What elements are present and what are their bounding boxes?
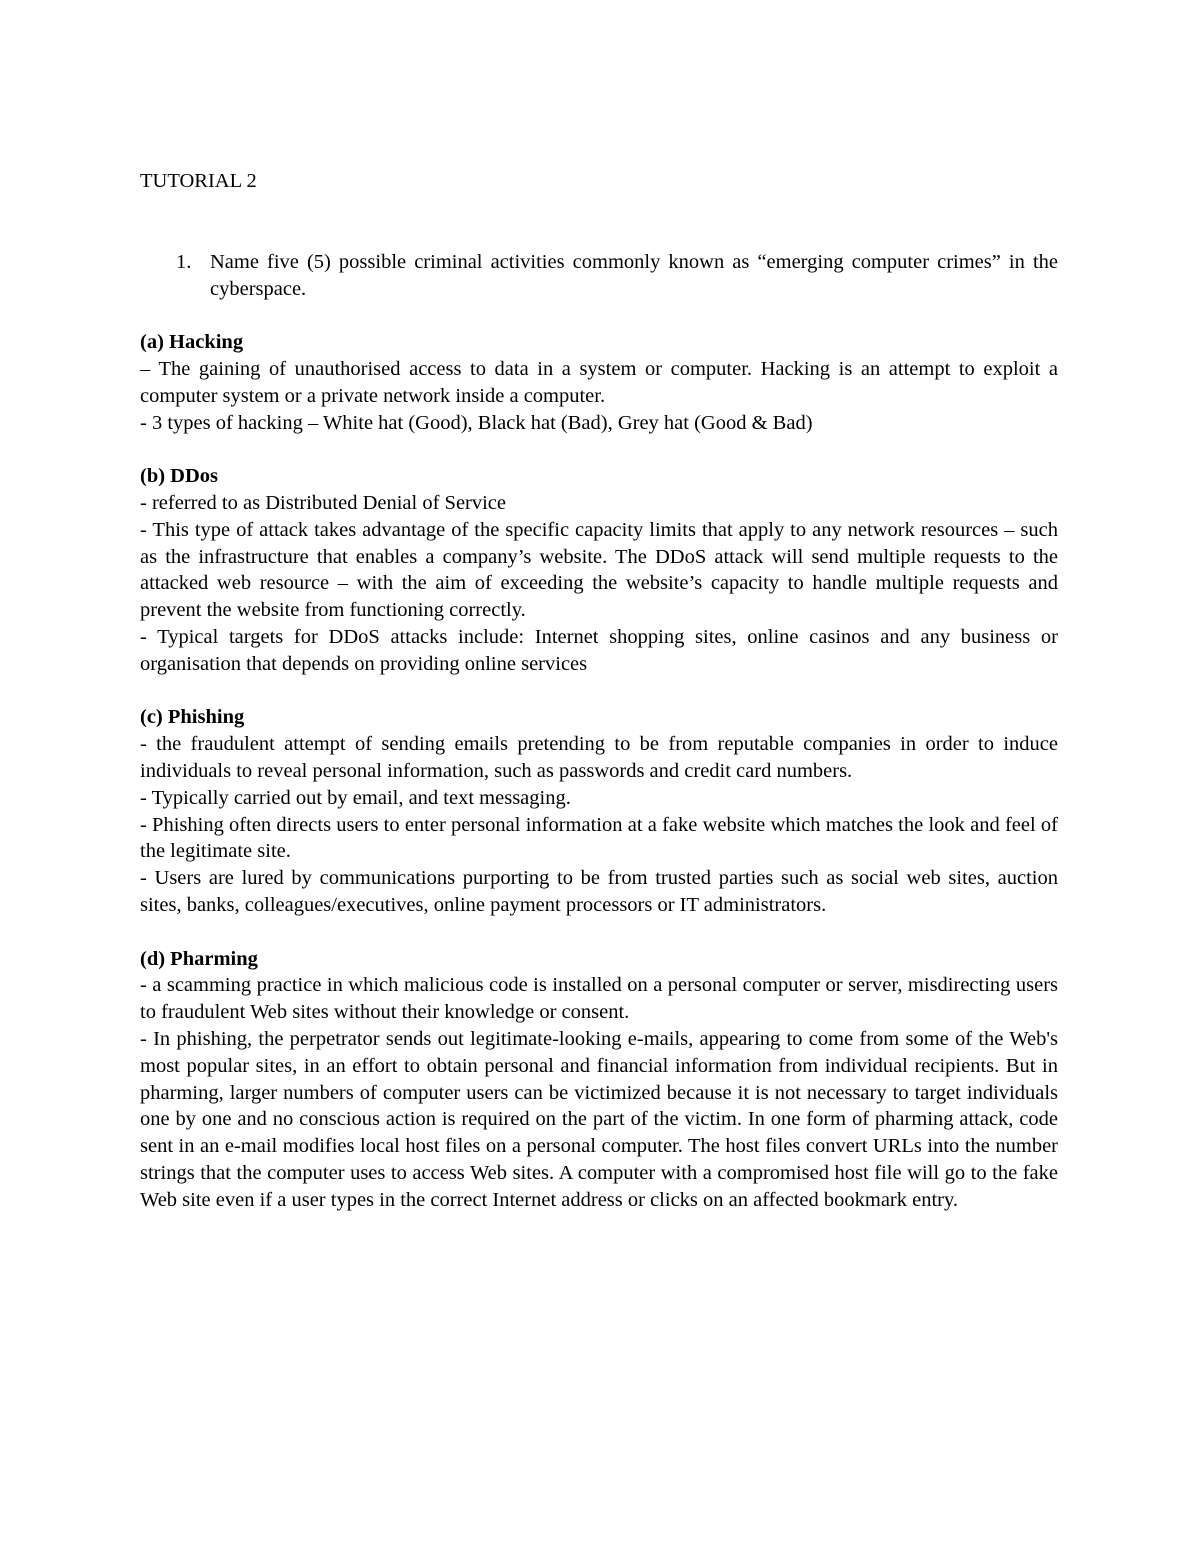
section-line: - Phishing often directs users to enter personal information at a fake website which matches the look and feel of the legitimate site. [140,813,1058,863]
document-title: TUTORIAL 2 [140,170,257,192]
question-number: 1. [176,250,192,273]
section-pharming [140,946,1058,1214]
section-line: - the fraudulent attempt of sending emails pretending to be from reputable companies in order to induce individuals to reveal personal information, such as passwords and credit card numbers. [140,733,1058,782]
section-line: - In phishing, the perpetrator sends out legitimate-looking e-mails, appearing to come from some of the Web's most popular sites, in an effort to obtain personal and financial information from individual recipients. But in pharming, larger numbers of computer users can be victimized because it is not necessary to target individuals one by one and no conscious action is required on the part of the victim. In one form of pharming attack, code sent in an e-mail modifies local host files on a personal computer. The host files convert URLs into the number strings that the computer uses to access Web sites. A computer with a compromised host file will go to the fake Web site even if a user types in the correct Internet address or clicks on an affected bookmark entry. [140,1027,1058,1211]
section-line: - Users are lured by communications purporting to be from trusted parties such as social web sites, auction sites, banks, colleagues/executives, online payment processors or IT administrators. [140,867,1058,916]
section-heading: (d) Pharming [140,947,258,970]
section-line: - This type of attack takes advantage of the specific capacity limits that apply to any network resources – such as the infrastructure that enables a company’s website. The DDoS attack will send multiple requests to the attacked web resource – with the aim of exceeding the website’s capacity to handle multiple requests and prevent the website from functioning correctly. [140,518,1058,622]
section-line: - a scamming practice in which malicious code is installed on a personal computer or server, misdirecting users to fraudulent Web sites without their knowledge or consent. [140,974,1058,1024]
section-ddos [140,463,1058,677]
section-line: – The gaining of unauthorised access to data in a system or computer. Hacking is an attempt to exploit a computer system or a private network inside a computer. [140,357,1058,407]
section-phishing [140,704,1058,918]
section-line: - referred to as Distributed Denial of Service [140,491,507,514]
section-line: - 3 types of hacking – White hat (Good), Black hat (Bad), Grey hat (Good & Bad) [140,411,813,434]
section-line: - Typical targets for DDoS attacks include: Internet shopping sites, online casinos and any business or organisation that depends on providing online services [140,625,1058,675]
question-item [140,249,1058,303]
question-text: Name five (5) possible criminal activities commonly known as “emerging computer crimes” in the cyberspace. [210,250,1058,300]
section-line: - Typically carried out by email, and text messaging. [140,786,571,809]
section-heading: (a) Hacking [140,331,244,354]
section-heading: (c) Phishing [140,706,245,729]
section-heading: (b) DDos [140,465,219,488]
document-page [140,168,1058,1213]
section-hacking [140,329,1058,436]
